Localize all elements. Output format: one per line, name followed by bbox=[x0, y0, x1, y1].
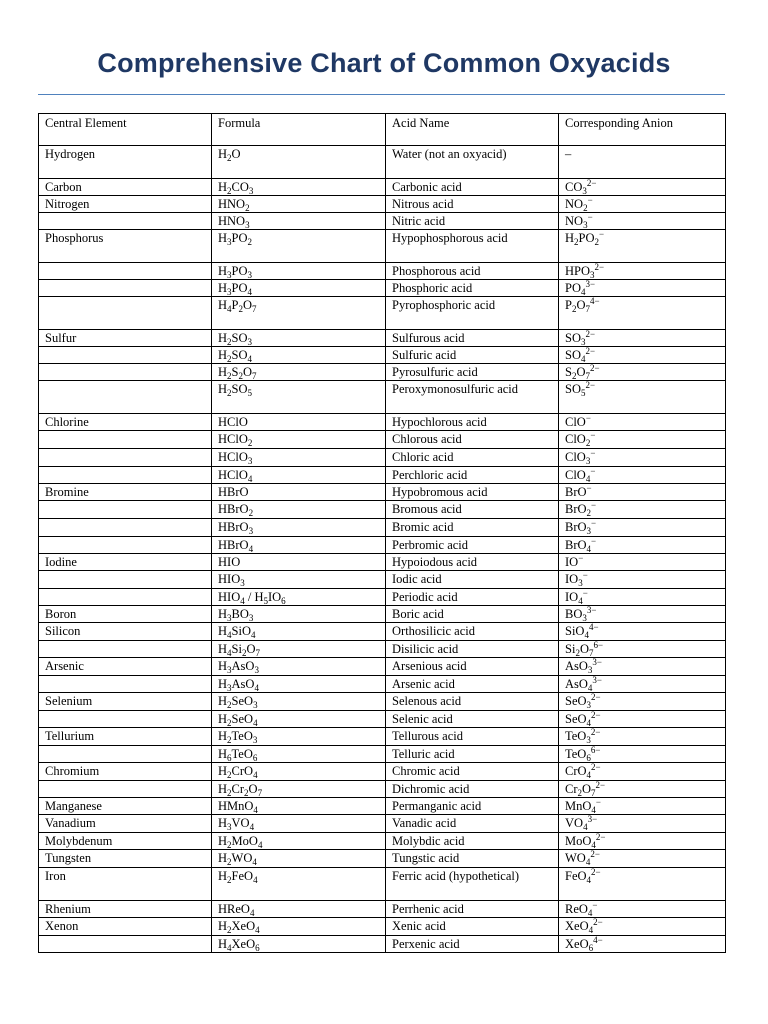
cell-acid-name: Ferric acid (hypothetical) bbox=[386, 868, 559, 901]
cell-formula: $HNO_2$ bbox=[212, 196, 386, 213]
table-row bbox=[39, 179, 726, 196]
table-row bbox=[39, 606, 726, 623]
cell-central-element bbox=[39, 589, 212, 606]
table-row bbox=[39, 280, 726, 297]
cell-acid-name: Arsenic acid bbox=[386, 676, 559, 693]
cell-anion: BrO$_3$− bbox=[559, 519, 726, 537]
cell-central-element: Iron bbox=[39, 868, 212, 901]
cell-anion: BrO$_2$− bbox=[559, 501, 726, 519]
cell-central-element bbox=[39, 213, 212, 230]
cell-formula: $H_2SeO_3$ bbox=[212, 693, 386, 711]
cell-acid-name: Disilicic acid bbox=[386, 641, 559, 658]
cell-central-element: Manganese bbox=[39, 798, 212, 815]
cell-acid-name: Molybdic acid bbox=[386, 833, 559, 850]
cell-formula: $H_3BO_3$ bbox=[212, 606, 386, 623]
table-row bbox=[39, 554, 726, 571]
cell-anion: $SO_5^{2-}$ bbox=[559, 381, 726, 414]
table-row bbox=[39, 833, 726, 850]
cell-central-element: Rhenium bbox=[39, 901, 212, 918]
cell-formula: $H_2MoO_4$ bbox=[212, 833, 386, 850]
cell-anion: AsO$_3^{3-}$ bbox=[559, 658, 726, 676]
cell-anion: ClO$_2$− bbox=[559, 431, 726, 449]
cell-anion: – bbox=[559, 146, 726, 179]
cell-formula: HClO$_4$ bbox=[212, 467, 386, 484]
cell-central-element bbox=[39, 571, 212, 589]
table-row bbox=[39, 364, 726, 381]
cell-acid-name: Phosphorous acid bbox=[386, 263, 559, 280]
table-row bbox=[39, 571, 726, 589]
cell-central-element bbox=[39, 936, 212, 953]
cell-anion: $Cr_2O_7^{2-}$ bbox=[559, 781, 726, 798]
cell-formula: HClO$_2$ bbox=[212, 431, 386, 449]
cell-acid-name: Telluric acid bbox=[386, 746, 559, 763]
cell-central-element: Tellurium bbox=[39, 728, 212, 746]
cell-anion: $SO_4^{2-}$ bbox=[559, 347, 726, 364]
cell-anion: $HPO_3^{2-}$ bbox=[559, 263, 726, 280]
cell-formula: $H_2S_2O_7$ bbox=[212, 364, 386, 381]
table-row bbox=[39, 641, 726, 658]
cell-formula: $H_2SeO_4$ bbox=[212, 711, 386, 728]
cell-acid-name: Selenous acid bbox=[386, 693, 559, 711]
cell-central-element: Bromine bbox=[39, 484, 212, 501]
cell-formula: HBrO$_4$ bbox=[212, 537, 386, 554]
cell-central-element bbox=[39, 781, 212, 798]
cell-central-element: Chlorine bbox=[39, 414, 212, 431]
cell-formula: $H_3AsO_3$ bbox=[212, 658, 386, 676]
cell-acid-name: Hypoiodous acid bbox=[386, 554, 559, 571]
cell-acid-name: Arsenious acid bbox=[386, 658, 559, 676]
cell-central-element bbox=[39, 746, 212, 763]
cell-formula: $H_4P_2O_7$ bbox=[212, 297, 386, 330]
table-row bbox=[39, 936, 726, 953]
table-row bbox=[39, 918, 726, 936]
cell-central-element: Boron bbox=[39, 606, 212, 623]
cell-anion: $BO_3^{3-}$ bbox=[559, 606, 726, 623]
cell-anion: $Si_2O_7^{6-}$ bbox=[559, 641, 726, 658]
cell-central-element: Silicon bbox=[39, 623, 212, 641]
cell-acid-name: Peroxymonosulfuric acid bbox=[386, 381, 559, 414]
cell-formula: HClO bbox=[212, 414, 386, 431]
cell-acid-name: Sulfuric acid bbox=[386, 347, 559, 364]
table-row bbox=[39, 213, 726, 230]
cell-central-element bbox=[39, 467, 212, 484]
cell-anion: ReO$_4$− bbox=[559, 901, 726, 918]
table-row bbox=[39, 589, 726, 606]
table-row bbox=[39, 676, 726, 693]
cell-anion: ClO− bbox=[559, 414, 726, 431]
cell-acid-name: Pyrophosphoric acid bbox=[386, 297, 559, 330]
table-row bbox=[39, 330, 726, 347]
cell-formula: $H_2XeO_4$ bbox=[212, 918, 386, 936]
table-row bbox=[39, 815, 726, 833]
cell-anion: $PO_4^{3-}$ bbox=[559, 280, 726, 297]
cell-anion: $IO_4^-$ bbox=[559, 589, 726, 606]
cell-formula: $H_2CO_3$ bbox=[212, 179, 386, 196]
table-row bbox=[39, 263, 726, 280]
cell-formula: $H_3PO_3$ bbox=[212, 263, 386, 280]
cell-central-element: Chromium bbox=[39, 763, 212, 781]
cell-anion: BrO$_4$− bbox=[559, 537, 726, 554]
cell-formula: $H_2FeO_4$ bbox=[212, 868, 386, 901]
cell-anion: SeO$_4^{2-}$ bbox=[559, 711, 726, 728]
table-row bbox=[39, 297, 726, 330]
cell-formula: $H_3AsO_4$ bbox=[212, 676, 386, 693]
cell-acid-name: Nitrous acid bbox=[386, 196, 559, 213]
cell-anion: TeO$_6^{6-}$ bbox=[559, 746, 726, 763]
cell-anion: XeO$_4^{2-}$ bbox=[559, 918, 726, 936]
cell-anion: $SO_3^{2-}$ bbox=[559, 330, 726, 347]
cell-acid-name: Boric acid bbox=[386, 606, 559, 623]
table-row bbox=[39, 381, 726, 414]
cell-anion: CrO$_4^{2-}$ bbox=[559, 763, 726, 781]
table-body bbox=[39, 146, 726, 953]
cell-formula: $H_6TeO_6$ bbox=[212, 746, 386, 763]
cell-acid-name: Phosphoric acid bbox=[386, 280, 559, 297]
cell-anion: MnO$_4$− bbox=[559, 798, 726, 815]
cell-acid-name: Chlorous acid bbox=[386, 431, 559, 449]
cell-anion: IO− bbox=[559, 554, 726, 571]
table-row bbox=[39, 519, 726, 537]
cell-formula: $H_3PO_4$ bbox=[212, 280, 386, 297]
cell-anion: AsO$_4^{3-}$ bbox=[559, 676, 726, 693]
cell-acid-name: Dichromic acid bbox=[386, 781, 559, 798]
cell-acid-name: Chloric acid bbox=[386, 449, 559, 467]
cell-anion: SeO$_3^{2-}$ bbox=[559, 693, 726, 711]
cell-formula: $HIO_4 / H_5IO_6$ bbox=[212, 589, 386, 606]
table-row bbox=[39, 658, 726, 676]
page-title: Comprehensive Chart of Common Oxyacids bbox=[97, 48, 671, 78]
cell-formula: $H_4XeO_6$ bbox=[212, 936, 386, 953]
header-corresponding-anion: Corresponding Anion bbox=[559, 114, 726, 146]
cell-central-element: Iodine bbox=[39, 554, 212, 571]
cell-central-element bbox=[39, 711, 212, 728]
cell-formula: $H_3VO_4$ bbox=[212, 815, 386, 833]
cell-formula: HClO$_3$ bbox=[212, 449, 386, 467]
cell-central-element bbox=[39, 519, 212, 537]
cell-formula: $HIO_3$ bbox=[212, 571, 386, 589]
cell-acid-name: Hypochlorous acid bbox=[386, 414, 559, 431]
cell-acid-name: Pyrosulfuric acid bbox=[386, 364, 559, 381]
cell-central-element: Nitrogen bbox=[39, 196, 212, 213]
cell-central-element: Hydrogen bbox=[39, 146, 212, 179]
cell-formula: HBrO bbox=[212, 484, 386, 501]
cell-central-element bbox=[39, 641, 212, 658]
table-row bbox=[39, 868, 726, 901]
cell-acid-name: Periodic acid bbox=[386, 589, 559, 606]
cell-central-element: Sulfur bbox=[39, 330, 212, 347]
cell-formula: $H_2TeO_3$ bbox=[212, 728, 386, 746]
cell-anion: $P_2O_7^{4-}$ bbox=[559, 297, 726, 330]
cell-anion: BrO− bbox=[559, 484, 726, 501]
cell-acid-name: Orthosilicic acid bbox=[386, 623, 559, 641]
table-row bbox=[39, 537, 726, 554]
cell-central-element bbox=[39, 347, 212, 364]
cell-anion: $NO_3^-$ bbox=[559, 213, 726, 230]
table-row bbox=[39, 449, 726, 467]
cell-acid-name: Hypophosphorous acid bbox=[386, 230, 559, 263]
cell-anion: $IO_3^-$ bbox=[559, 571, 726, 589]
cell-formula: $H_2SO_5$ bbox=[212, 381, 386, 414]
cell-central-element: Xenon bbox=[39, 918, 212, 936]
cell-formula: $H_4Si_2O_7$ bbox=[212, 641, 386, 658]
table-row bbox=[39, 623, 726, 641]
cell-formula: HReO$_4$ bbox=[212, 901, 386, 918]
cell-acid-name: Tellurous acid bbox=[386, 728, 559, 746]
cell-anion: $NO_2^-$ bbox=[559, 196, 726, 213]
cell-central-element bbox=[39, 449, 212, 467]
table-row bbox=[39, 414, 726, 431]
cell-acid-name: Bromous acid bbox=[386, 501, 559, 519]
table-row bbox=[39, 798, 726, 815]
cell-central-element: Arsenic bbox=[39, 658, 212, 676]
table-row bbox=[39, 746, 726, 763]
table-row bbox=[39, 467, 726, 484]
table-row bbox=[39, 501, 726, 519]
cell-central-element bbox=[39, 537, 212, 554]
table-row bbox=[39, 728, 726, 746]
cell-central-element bbox=[39, 676, 212, 693]
table-row bbox=[39, 196, 726, 213]
table-row bbox=[39, 711, 726, 728]
cell-central-element bbox=[39, 364, 212, 381]
cell-acid-name: Nitric acid bbox=[386, 213, 559, 230]
cell-acid-name: Iodic acid bbox=[386, 571, 559, 589]
cell-acid-name: Perbromic acid bbox=[386, 537, 559, 554]
cell-central-element bbox=[39, 381, 212, 414]
cell-formula: $H_2WO_4$ bbox=[212, 850, 386, 868]
cell-formula: HMnO$_4$ bbox=[212, 798, 386, 815]
cell-acid-name: Xenic acid bbox=[386, 918, 559, 936]
cell-formula: $H_4SiO_4$ bbox=[212, 623, 386, 641]
cell-anion: $H_2PO_2^-$ bbox=[559, 230, 726, 263]
cell-acid-name: Selenic acid bbox=[386, 711, 559, 728]
cell-central-element: Molybdenum bbox=[39, 833, 212, 850]
cell-anion: FeO$_4^{2-}$ bbox=[559, 868, 726, 901]
table-row bbox=[39, 347, 726, 364]
cell-anion: SiO$_4^{4-}$ bbox=[559, 623, 726, 641]
cell-acid-name: Bromic acid bbox=[386, 519, 559, 537]
cell-formula: $H_2CrO_4$ bbox=[212, 763, 386, 781]
header-acid-name: Acid Name bbox=[386, 114, 559, 146]
cell-central-element: Carbon bbox=[39, 179, 212, 196]
cell-formula: $H_3PO_2$ bbox=[212, 230, 386, 263]
table-row bbox=[39, 781, 726, 798]
header-central-element: Central Element bbox=[39, 114, 212, 146]
cell-acid-name: Vanadic acid bbox=[386, 815, 559, 833]
cell-acid-name: Water (not an oxyacid) bbox=[386, 146, 559, 179]
cell-acid-name: Sulfurous acid bbox=[386, 330, 559, 347]
table-header-row bbox=[39, 114, 726, 146]
cell-central-element bbox=[39, 431, 212, 449]
cell-acid-name: Perrhenic acid bbox=[386, 901, 559, 918]
cell-anion: $S_2O_7^{2-}$ bbox=[559, 364, 726, 381]
cell-acid-name: Perxenic acid bbox=[386, 936, 559, 953]
cell-anion: $CO_3^{2-}$ bbox=[559, 179, 726, 196]
cell-formula: $HNO_3$ bbox=[212, 213, 386, 230]
cell-central-element bbox=[39, 501, 212, 519]
cell-acid-name: Permanganic acid bbox=[386, 798, 559, 815]
table-row bbox=[39, 431, 726, 449]
cell-central-element: Tungsten bbox=[39, 850, 212, 868]
cell-central-element bbox=[39, 297, 212, 330]
table-row bbox=[39, 484, 726, 501]
oxyacid-table bbox=[38, 113, 726, 953]
table-row bbox=[39, 693, 726, 711]
header-formula: Formula bbox=[212, 114, 386, 146]
table-row bbox=[39, 763, 726, 781]
cell-central-element bbox=[39, 263, 212, 280]
cell-formula: $H_2SO_3$ bbox=[212, 330, 386, 347]
cell-anion: $VO_4^{3-}$ bbox=[559, 815, 726, 833]
cell-central-element: Selenium bbox=[39, 693, 212, 711]
title-divider bbox=[38, 94, 725, 95]
table-row bbox=[39, 230, 726, 263]
cell-anion: MoO$_4^{2-}$ bbox=[559, 833, 726, 850]
cell-formula: $H_2O$ bbox=[212, 146, 386, 179]
cell-anion: XeO$_6^{4-}$ bbox=[559, 936, 726, 953]
cell-formula: HIO bbox=[212, 554, 386, 571]
cell-anion: ClO$_3$− bbox=[559, 449, 726, 467]
cell-central-element: Phosphorus bbox=[39, 230, 212, 263]
table-row bbox=[39, 850, 726, 868]
cell-anion: ClO$_4$− bbox=[559, 467, 726, 484]
cell-central-element: Vanadium bbox=[39, 815, 212, 833]
cell-acid-name: Chromic acid bbox=[386, 763, 559, 781]
cell-acid-name: Hypobromous acid bbox=[386, 484, 559, 501]
cell-formula: HBrO$_2$ bbox=[212, 501, 386, 519]
table-row bbox=[39, 146, 726, 179]
cell-formula: $H_2Cr_2O_7$ bbox=[212, 781, 386, 798]
cell-formula: $H_2SO_4$ bbox=[212, 347, 386, 364]
cell-acid-name: Carbonic acid bbox=[386, 179, 559, 196]
cell-central-element bbox=[39, 280, 212, 297]
cell-formula: HBrO$_3$ bbox=[212, 519, 386, 537]
cell-anion: $WO_4^{2-}$ bbox=[559, 850, 726, 868]
cell-anion: TeO$_3^{2-}$ bbox=[559, 728, 726, 746]
cell-acid-name: Perchloric acid bbox=[386, 467, 559, 484]
cell-acid-name: Tungstic acid bbox=[386, 850, 559, 868]
table-row bbox=[39, 901, 726, 918]
